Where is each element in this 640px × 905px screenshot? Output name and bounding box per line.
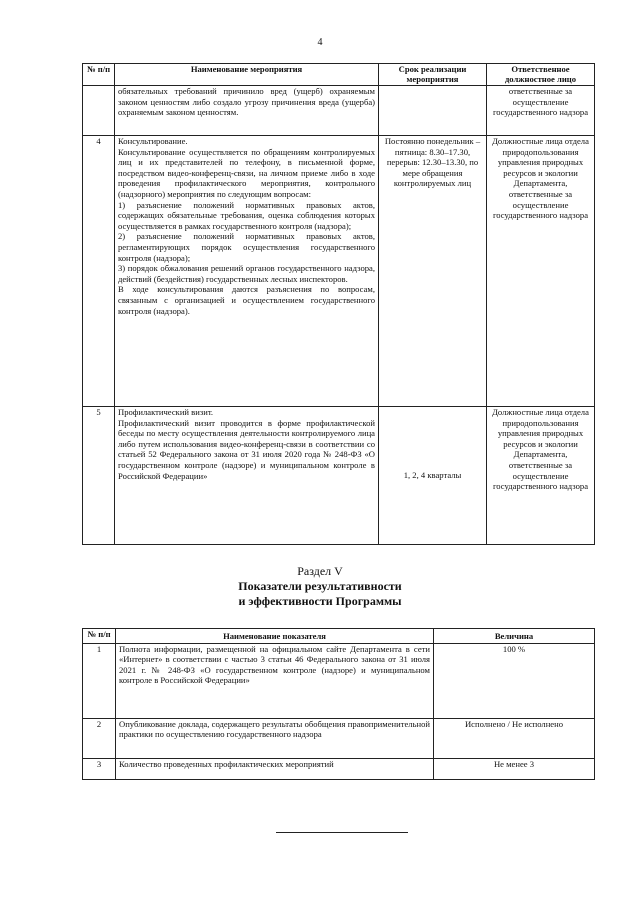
row-num: 2 xyxy=(83,718,116,758)
row-num: 1 xyxy=(83,643,116,718)
row-term: Постоянно понедельник – пятница: 8.30–17.30, перерыв: 12.30–13.30, по мере обращения контролируемых лиц xyxy=(379,136,487,407)
description-paragraph: 3) порядок обжалования решений органов государственного надзора, действий (бездействия) государственных лесных инспекторов. xyxy=(118,263,375,284)
row-indicator-name: Количество проведенных профилактических мероприятий xyxy=(116,758,434,779)
table-row xyxy=(83,718,595,758)
section-title xyxy=(0,579,640,609)
row-indicator-value: 100 % xyxy=(434,643,595,718)
row-num: 5 xyxy=(83,407,115,545)
col-header-term: Срок реализации мероприятия xyxy=(379,64,487,86)
description-paragraph: Консультирование. xyxy=(118,136,188,146)
table-row xyxy=(83,86,595,136)
footer-divider xyxy=(276,832,408,833)
row-description xyxy=(115,407,379,545)
col-header-responsible: Ответственное должностное лицо xyxy=(487,64,595,86)
description-paragraph: Профилактический визит проводится в форме профилактической беседы по месту осуществления деятельности контролируемого лица либо путем использования видео-конференц-связи в соответствии со статьей 52 Федерального закона от 31 июля 2020 года № 248-ФЗ «О государственном контроле (надзоре) и муниципальном контроле в Российской Федерации» xyxy=(118,417,375,481)
table-row xyxy=(83,407,595,545)
description-paragraph: Консультирование осуществляется по обращениям контролируемых лиц и их представителей по телефону, в письменной форме, посредством видео-конференц-связи, на личном приеме либо в ходе проведения профилактического мероприятия, контрольного (надзорного) мероприятия по следующим вопросам: xyxy=(118,146,375,199)
row-indicator-value: Не менее 3 xyxy=(434,758,595,779)
row-indicator-name: Опубликование доклада, содержащего результаты обобщения правоприменительной практики по осуществлению государственного надзора xyxy=(116,718,434,758)
table-row xyxy=(83,136,595,407)
col-header-value-text: Величина xyxy=(494,631,534,641)
col-header-indicator-text: Наименование показателя xyxy=(223,631,326,641)
page-number: 4 xyxy=(317,37,323,48)
section-title-line-1: Показатели результативности xyxy=(238,579,402,593)
row-num: 3 xyxy=(83,758,116,779)
col-header-num: № п/п xyxy=(83,64,115,86)
col-header-num: № п/п xyxy=(83,629,116,644)
row-responsible: Должностные лица отдела природопользования управления природных ресурсов и экологии Департамента, ответственные за осуществление государственного надзора xyxy=(487,136,595,407)
row-num xyxy=(83,86,115,136)
row-indicator-value: Исполнено / Не исполнено xyxy=(434,718,595,758)
table-row xyxy=(83,758,595,779)
description-paragraph: обязательных требований причинило вред (ущерб) охраняемым законом ценностям либо создало угрозу причинения вреда (ущерба) охраняемым законом ценностям. xyxy=(118,86,375,118)
table-row xyxy=(83,643,595,718)
row-description xyxy=(115,136,379,407)
description-paragraph: 2) разъяснение положений нормативных правовых актов, регламентирующих порядок осуществления государственного контроля (надзора); xyxy=(118,231,375,263)
section-title-line-2: и эффективности Программы xyxy=(238,594,402,608)
row-term xyxy=(379,86,487,136)
table-header-row xyxy=(83,629,595,644)
description-paragraph: 1) разъяснение положений нормативных правовых актов, содержащих обязательные требования, оценка соблюдения которых осуществляется в рамках государственного контроля (надзора); xyxy=(118,199,375,231)
row-term xyxy=(379,407,487,545)
activities-table xyxy=(82,63,595,545)
description-paragraph: В ходе консультирования даются разъяснения по вопросам, связанным с организацией и осуществлением государственного контроля (надзора). xyxy=(118,284,375,316)
row-responsible: Должностные лица отдела природопользования управления природных ресурсов и экологии Департамента, ответственные за осуществление государственного надзора xyxy=(487,407,595,545)
section-label: Раздел V xyxy=(297,564,343,578)
col-header-activity: Наименование мероприятия xyxy=(115,64,379,86)
col-header-indicator xyxy=(116,629,434,644)
indicators-table xyxy=(82,628,595,780)
col-header-value xyxy=(434,629,595,644)
row-indicator-name: Полнота информации, размещенной на официальном сайте Департамента в сети «Интернет» в соответствии с частью 3 статьи 46 Федерального закона от 31 июля 2021 г. № 248-ФЗ «О государственном контроле (надзоре) и муниципальном контроле в Российской Федерации» xyxy=(116,643,434,718)
term-text: 1, 2, 4 кварталы xyxy=(403,470,462,481)
row-description xyxy=(115,86,379,136)
row-num: 4 xyxy=(83,136,115,407)
description-paragraph: Профилактический визит. xyxy=(118,407,214,417)
row-responsible: ответственные за осуществление государственного надзора xyxy=(487,86,595,136)
table-header-row xyxy=(83,64,595,86)
